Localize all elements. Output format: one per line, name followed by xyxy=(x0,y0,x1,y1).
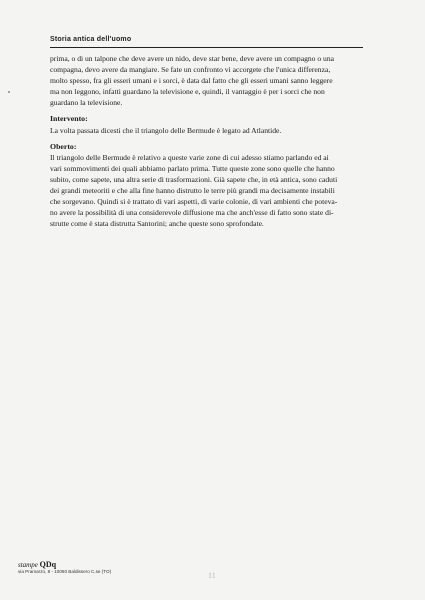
paragraph-oberto xyxy=(50,152,376,230)
text-line: guardano la televisione. xyxy=(50,98,123,108)
page-number: 11 xyxy=(208,571,216,580)
margin-mark xyxy=(8,91,10,93)
text-line: vari sommovimenti dei quali abbiamo parlato prima. Tutte queste zone sono quelle che hanno xyxy=(50,163,335,173)
body-text xyxy=(50,53,376,229)
running-header xyxy=(50,28,363,48)
printer-address: via Pramarzo, 8 - 10060 Baldissero C.se (TO) xyxy=(18,569,112,574)
printer-brand xyxy=(18,561,218,569)
brand-prefix: stampe xyxy=(18,561,38,569)
text-line: Il triangolo delle Bermude è relativo a queste varie zone di cui adesso stiamo parlando ed ai xyxy=(50,152,329,162)
text-line: dei grandi meteoriti e che alla fine hanno distrutto le terre più grandi ma decisamente instabili xyxy=(50,186,335,196)
printer-footer xyxy=(18,561,218,575)
brand-name: QDq xyxy=(39,560,57,569)
speaker-label-intervento: Intervento: xyxy=(50,114,88,124)
paragraph-intervento xyxy=(50,125,376,136)
text-line: ma non leggono, infatti guardano la televisione e, quindi, il vantaggio è per i sorci che non xyxy=(50,87,325,97)
text-line: prima, o di un talpone che deve avere un nido, deve star bene, deve avere un compagno o una xyxy=(50,54,335,63)
text-line: compagna, devo avere da mangiare. Se fate un confronto vi accorgete che l'unica differenza, xyxy=(50,65,331,75)
header-title: Storia antica dell'uomo xyxy=(50,36,132,43)
text-line: che sorgevano. Quindi si è trattato di vari aspetti, di varie colonie, di vari ambienti che poteva- xyxy=(50,197,338,207)
text-line: subito, come sapete, una altra serie di trasformazioni. Già sapete che, in età antica, sono caduti xyxy=(50,174,338,184)
text-line: La volta passata dicesti che il triangolo delle Bermude è legato ad Atlantide. xyxy=(50,125,282,135)
text-line: molto spesso, fra gli esseri umani e i sorci, è data dal fatto che gli esseri umani sanno leggere xyxy=(50,76,333,86)
paragraph-1 xyxy=(50,53,376,108)
speaker-label-oberto: Oberto: xyxy=(50,141,77,151)
text-line: no avere la possibilità di una considerevole diffusione ma che anch'esse di fatto sono state di- xyxy=(50,208,334,218)
text-line: strutte come è stata distrutta Santorini; anche queste sono sprofondate. xyxy=(50,219,264,229)
